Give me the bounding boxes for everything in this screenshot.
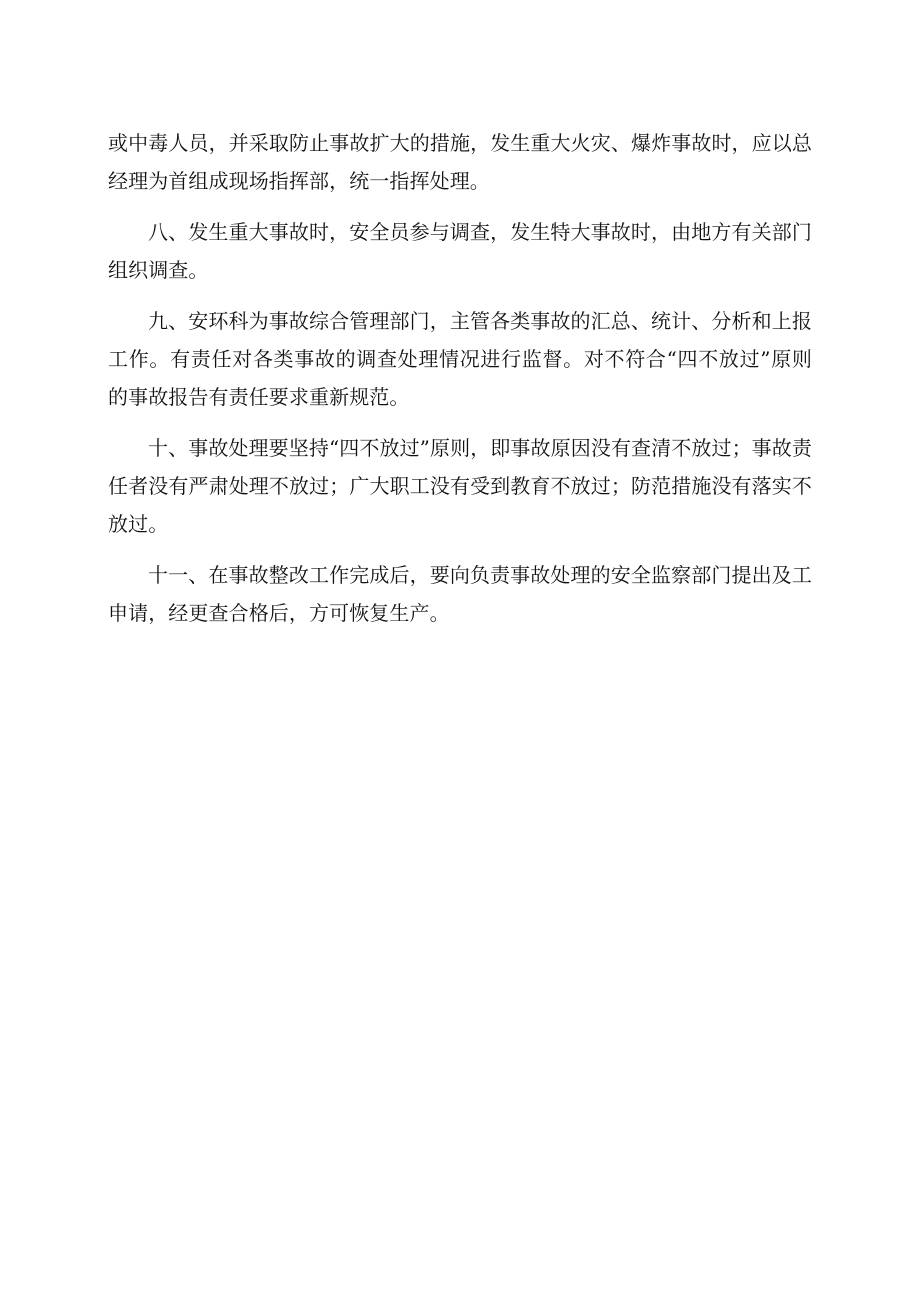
paragraph-item-9: 九、安环科为事故综合管理部门，主管各类事故的汇总、统计、分析和上报工作。有责任对各类事故的调查处理情况进行监督。对不符合“四不放过”原则的事故报告有责任要求重新规范。 (108, 309, 812, 409)
document-body (108, 124, 812, 645)
paragraph-item-8: 八、发生重大事故时，安全员参与调查，发生特大事故时，由地方有关部门组织调查。 (108, 220, 812, 282)
paragraph-item-11: 十一、在事故整改工作完成后，要向负责事故处理的安全监察部门提出及工申请，经更查合格后，方可恢复生产。 (108, 563, 812, 625)
paragraph-item-10: 十、事故处理要坚持“四不放过”原则，即事故原因没有查清不放过；事故责任者没有严肃处理不放过；广大职工没有受到教育不放过；防范措施没有落实不放过。 (108, 436, 812, 536)
paragraph-continuation: 或中毒人员，并采取防止事故扩大的措施，发生重大火灾、爆炸事故时，应以总经理为首组成现场指挥部，统一指挥处理。 (108, 131, 812, 193)
